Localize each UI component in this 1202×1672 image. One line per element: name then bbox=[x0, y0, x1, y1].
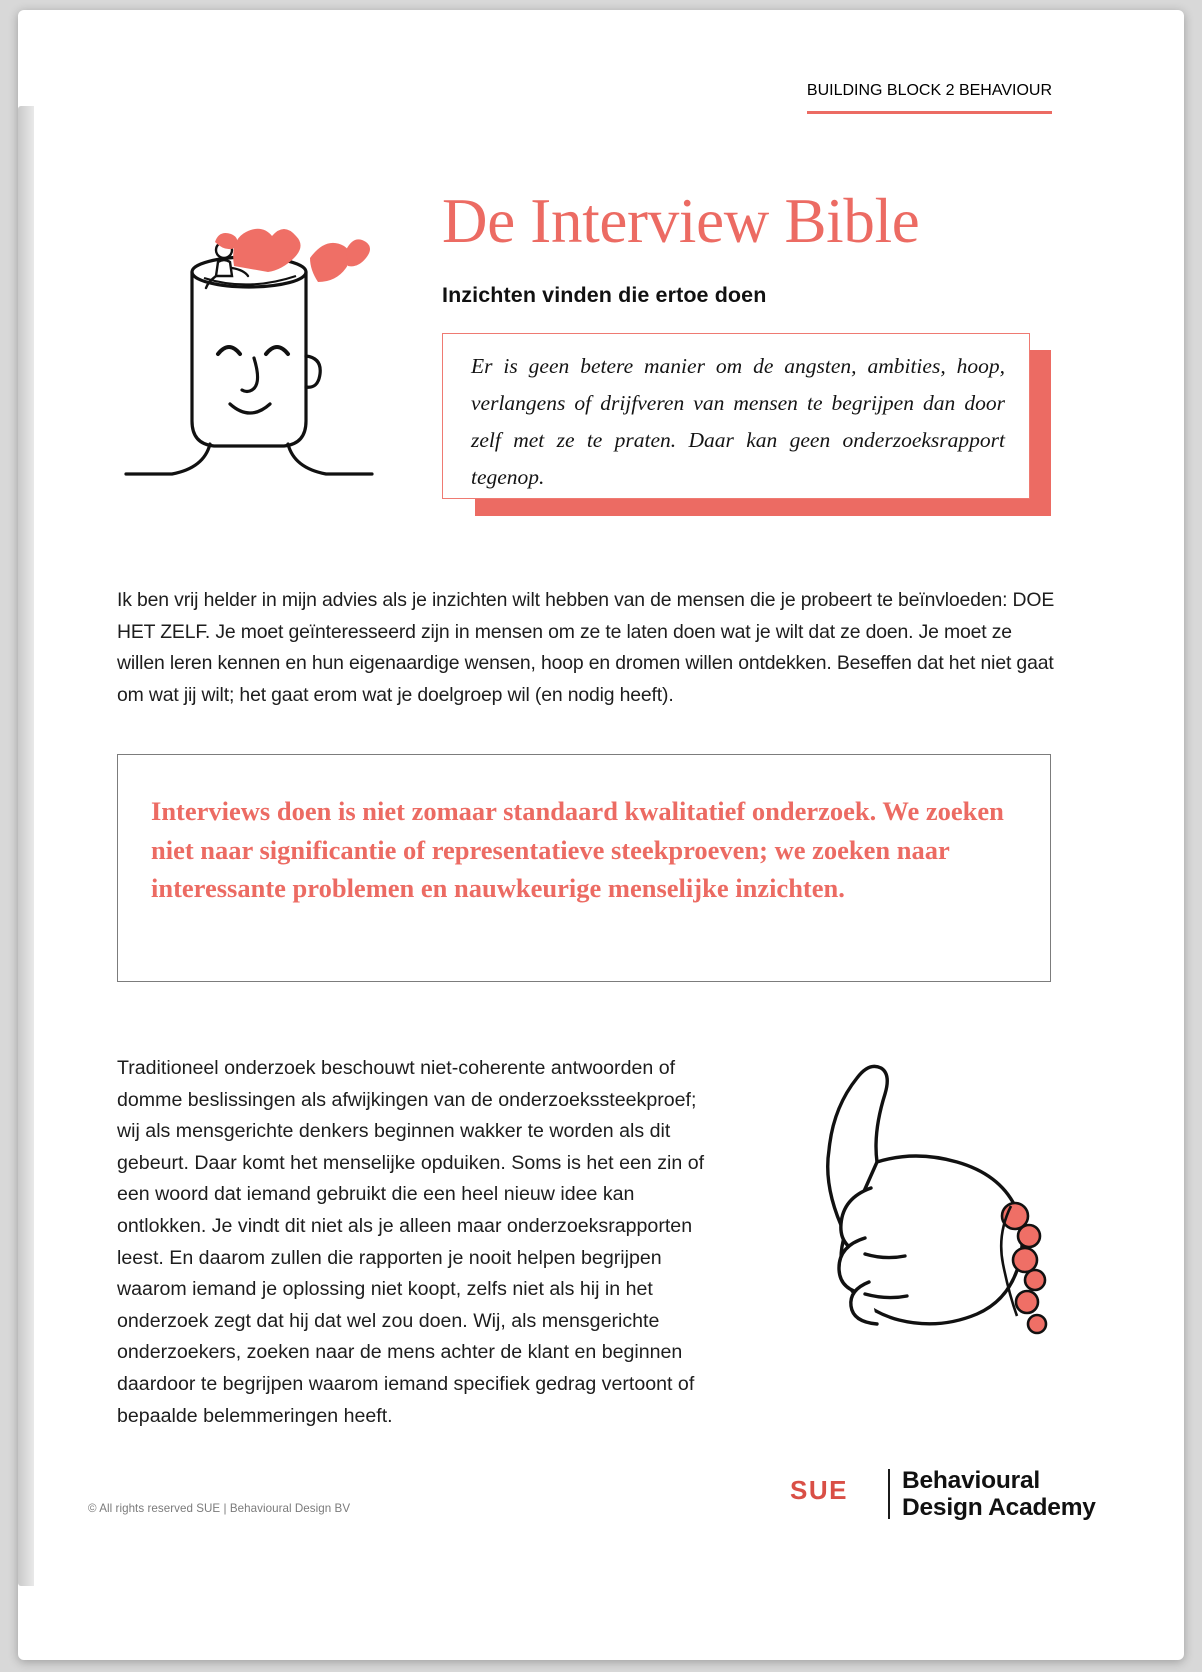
logo-name: Behavioural Design Academy bbox=[902, 1467, 1096, 1521]
callout-text: Interviews doen is niet zomaar standaard kwalitatief onderzoek. We zoeken niet naar significantie of representatieve steekproeven; we zoeken naar interessante problemen en nauwkeurige menselijke inzichten. bbox=[151, 796, 1004, 903]
page-title: De Interview Bible bbox=[442, 186, 920, 256]
page-subtitle: Inzichten vinden die ertoe doen bbox=[442, 283, 767, 307]
paragraph-two: Traditioneel onderzoek beschouwt niet-coherente antwoorden of domme beslissingen als afwijkingen van de onderzoekssteekproef; wij als mensgerichte denkers beginnen wakker te worden als dit gebeurt. Daar komt het menselijke opduiken. Soms is het een zin of een woord dat iemand gebruikt die een heel nieuw idee kan ontlokken. Je vindt dit niet als je alleen maar onderzoeksrapporten leest. En daarom zullen die rapporten je nooit helpen begrijpen waarom iemand je oplossing niet koopt, zelfs niet als hij in het onderzoek zegt dat hij dat wel zou doen. Wij, als mensgerichte onderzoekers, zoeken naar de mens achter de klant en beginnen daardoor te begrijpen waarom iemand specifiek gedrag vertoont of bepaalde belemmeringen heeft. bbox=[117, 1057, 705, 1427]
paragraph-one: Ik ben vrij helder in mijn advies als je inzichten wilt hebben van de mensen die je probeert te beïnvloeden: DOE HET ZELF. Je moet geïnteresseerd zijn in mensen om ze te laten doen wat je wilt dat ze doen. Je moet ze willen leren kennen en hun eigenaardige wensen, hoop en dromen willen ontdekken. Beseffen dat het niet gaat om wat jij wilt; het gaat erom wat je doelgroep wil (en nodig heeft). bbox=[117, 589, 1055, 706]
open-head-illustration bbox=[114, 206, 414, 496]
quote-text: Er is geen betere manier om de angsten, ambities, hoop, verlangens of drijfveren van mensen te begrijpen dan door zelf met ze te praten. Daar kan geen onderzoeksrapport tegenop. bbox=[471, 354, 1005, 489]
quote-box bbox=[442, 333, 1030, 499]
logo-divider bbox=[888, 1469, 890, 1519]
logo-mark-sue: SUE bbox=[790, 1475, 848, 1505]
page-header bbox=[807, 82, 1052, 114]
sue-logo bbox=[790, 1465, 1096, 1527]
thumbs-up-illustration bbox=[753, 1038, 1083, 1368]
document-page bbox=[18, 10, 1184, 1660]
header-rule bbox=[807, 111, 1052, 114]
header-title: BUILDING BLOCK 2 BEHAVIOUR bbox=[806, 82, 1052, 99]
page-edge-left bbox=[18, 106, 34, 1586]
copyright-text: © All rights reserved SUE | Behavioural Design BV bbox=[88, 1502, 351, 1515]
callout-box bbox=[117, 754, 1051, 982]
